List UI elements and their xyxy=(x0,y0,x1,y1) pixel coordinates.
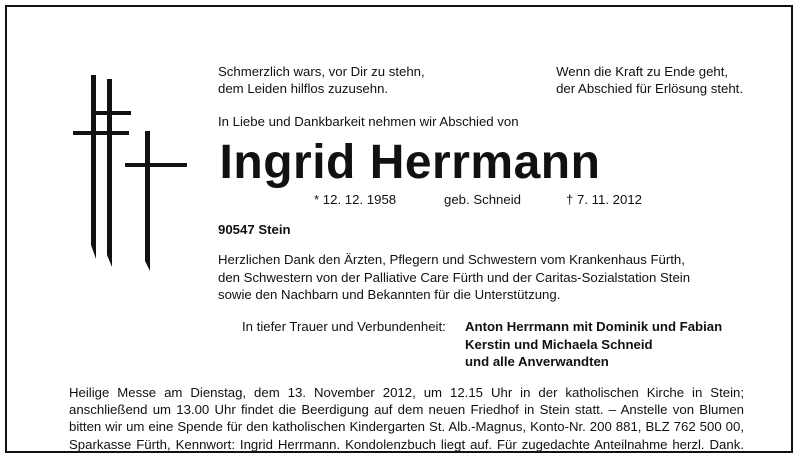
poem-left-line: dem Leiden hilflos zuzusehn. xyxy=(218,81,389,96)
thanks-paragraph xyxy=(218,251,690,304)
poem-right-line: der Abschied für Erlösung steht. xyxy=(556,81,743,96)
thanks-line: Herzlichen Dank den Ärzten, Pflegern und Schwestern vom Krankenhaus Fürth, xyxy=(218,252,685,267)
mourner-line: Anton Herrmann mit Dominik und Fabian xyxy=(465,319,723,334)
service-details xyxy=(69,384,744,453)
poem-left-line: Schmerzlich wars, vor Dir zu stehn, xyxy=(218,64,425,79)
death-date: † 7. 11. 2012 xyxy=(566,192,643,207)
footer-line: bitten wir um eine Spende für den katholischen Kindergarten St. Alb.-Magnus, Konto-Nr. 200 881, BLZ 762 500 00, xyxy=(69,419,744,435)
maiden-name: geb. Schneid xyxy=(444,192,521,207)
footer-line: Heilige Messe am Dienstag, dem 13. November 2012, um 12.15 Uhr in der katholischen Kirche in Stein; xyxy=(69,385,744,400)
mourner-line: und alle Anverwandten xyxy=(465,354,609,369)
footer-line: anschließend um 13.00 Uhr findet die Beerdigung auf dem neuen Friedhof in Stein statt. – Anstelle von Blumen xyxy=(69,402,744,418)
thanks-line: den Schwestern von der Palliative Care Fürth und der Caritas-Sozialstation Stein xyxy=(218,269,691,285)
intro-text: In Liebe und Dankbarkeit nehmen wir Abschied von xyxy=(218,114,519,129)
poem-left xyxy=(218,63,425,97)
obituary-notice xyxy=(5,5,793,453)
thanks-line: sowie den Nachbarn und Bekannten für die Unterstützung. xyxy=(218,287,561,302)
city: 90547 Stein xyxy=(218,222,291,237)
deceased-name: Ingrid Herrmann xyxy=(219,136,601,189)
poem-right-line: Wenn die Kraft zu Ende geht, xyxy=(556,64,729,79)
birth-date: * 12. 12. 1958 xyxy=(314,192,397,207)
poem-right xyxy=(556,63,743,97)
mourning-label: In tiefer Trauer und Verbundenheit: xyxy=(242,319,446,334)
mourners-list xyxy=(465,318,722,371)
mourner-line: Kerstin und Michaela Schneid xyxy=(465,336,653,352)
footer-line: Sparkasse Fürth, Kennwort: Ingrid Herrmann. Kondolenzbuch liegt auf. Für zugedachte Anteilnahme herzl. Dank. xyxy=(69,436,744,452)
